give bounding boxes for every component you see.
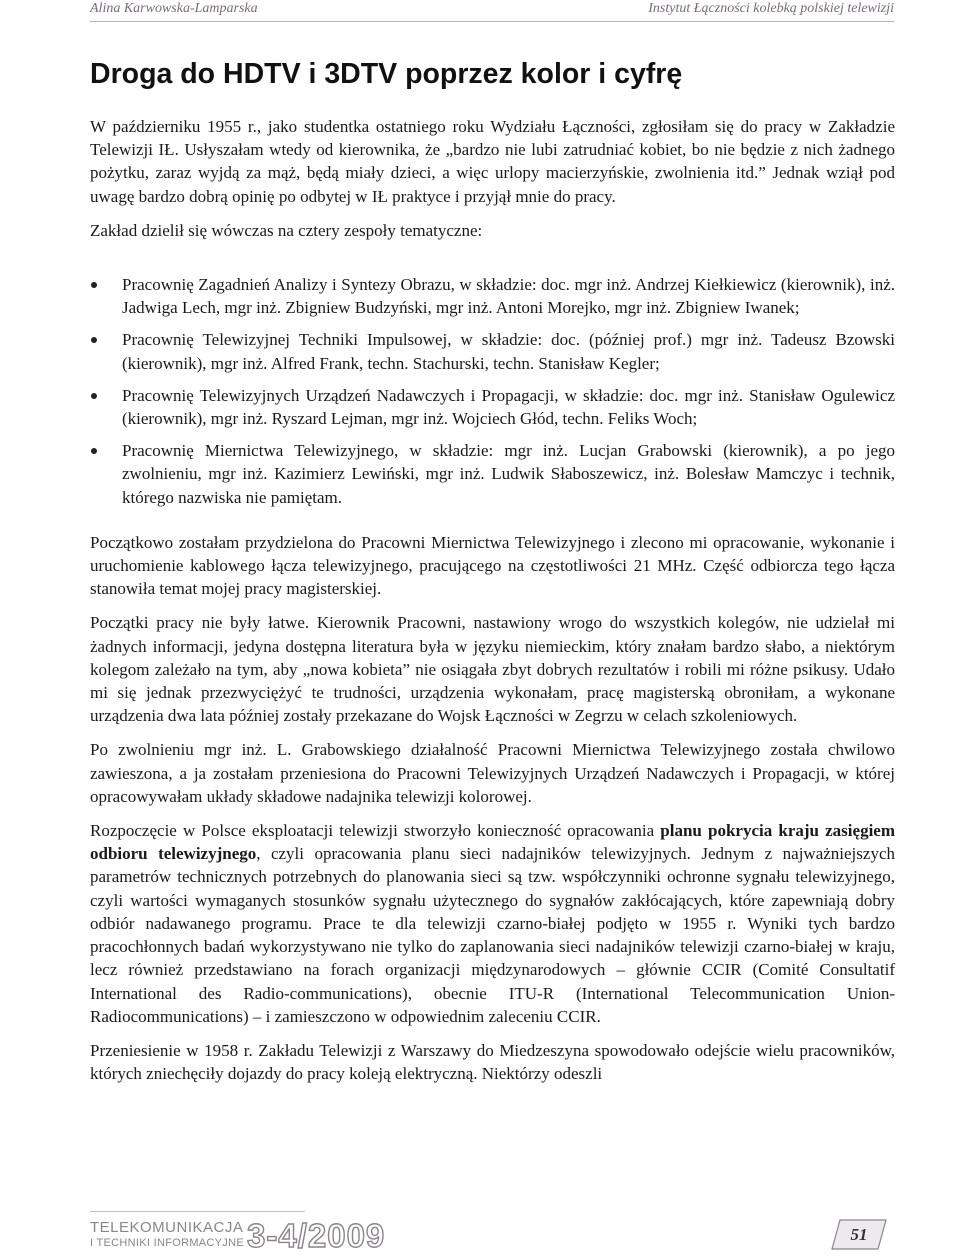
page-number-badge bbox=[830, 1218, 888, 1251]
paragraph-6-end: , czyli opracowania planu sieci nadajników telewizyjnych. Jednym z najważniejszych parametrów technicznych potrzebnych do planowania sieci są tzw. współczynniki ochronne sygnału telewizyjnego, czyli wartości wymaganych stosunków sygnału użytecznego do sygnałów zakłócających, które zapewniają dobry odbiór nadawanego programu. Prace te dla telewizji czarno-białej podjęto w 1955 r. Wyniki tych bardzo pracochłonnych badań wykorzystywano nie tylko do zaplanowania sieci nadajników telewizji czarno-białej w kraju, lecz również przedstawiano na forach organizacji międzynarodowych – głównie CCIR (Comité Consultatif International des Radio-communications), obecnie ITU-R (International Telecommunication Union-Radiocommunications) – i zamieszczono w odpowiednim zaleceniu CCIR. bbox=[90, 844, 895, 1026]
list-item-text: Pracownię Miernictwa Telewizyjnego, w składzie: mgr inż. Lucjan Grabowski (kierownik), a po jego zwolnieniu, mgr inż. Kazimierz Lewiński, mgr inż. Ludwik Słaboszewicz, inż. Bolesław Mamczyc i technik, którego nazwiska nie pamiętam. bbox=[122, 441, 895, 507]
paragraph-4: Początki pracy nie były łatwe. Kierownik Pracowni, nastawiony wrogo do wszystkich kolegów, nie udzielał mi żadnych informacji, jedyna dostępna literatura była w języku niemieckim, który znałam bardzo słabo, a niektórym kolegom zależało na tym, aby „nowa kobieta” nie osiągała zbyt dobrych rezultatów i robili mi różne psikusy. Udało mi się jednak przezwyciężyć te trudności, urządzenia wykonałam, pracę magisterską obroniłam, a wykonane urządzenia dwa lata później zostały przekazane do Wojsk Łączności w Zegrzu w celach szkoleniowych. bbox=[90, 613, 895, 726]
paragraph-5: Po zwolnieniu mgr inż. L. Grabowskiego działalność Pracowni Miernictwa Telewizyjnego została chwilowo zawieszona, a ja zostałam przeniesiona do Pracowni Telewizyjnych Urządzeń Nadawczych i Propagacji, w której opracowywałam układy składowe nadajnika telewizji kolorowej. bbox=[90, 740, 895, 806]
list-item-text: Pracownię Telewizyjnej Techniki Impulsowej, w składzie: doc. (później prof.) mgr inż. Tadeusz Bzowski (kierownik), mgr inż. Alfred Frank, techn. Stachurski, techn. Stanisław Kegler; bbox=[122, 330, 895, 373]
journal-name-line1: TELEKOMUNIKACJA bbox=[90, 1219, 244, 1236]
journal-name-line2: I TECHNIKI INFORMACYJNE bbox=[90, 1237, 244, 1249]
list-item bbox=[90, 273, 895, 319]
article-body bbox=[90, 115, 895, 1096]
paragraph-1: W październiku 1955 r., jako studentka ostatniego roku Wydziału Łączności, zgłosiłam się do pracy w Zakładzie Telewizji IŁ. Usłyszałam wtedy od kierownika, że „bardzo nie lubi zatrudniać kobiet, bo nie będzie z nich żadnego pożytku, zaraz wyjdą za mąż, będą miały dzieci, a więc urlopy macierzyńskie, zwolnienia itd.” Jednak wziął pod uwagę bardzo dobrą opinię po odbytej w IŁ praktyce i przyjął mnie do pracy. bbox=[90, 117, 895, 206]
team-list bbox=[90, 273, 895, 509]
bullet-icon bbox=[91, 393, 97, 399]
list-item-text: Pracownię Telewizyjnych Urządzeń Nadawczych i Propagacji, w składzie: doc. mgr inż. Stanisław Ogulewicz (kierownik), mgr inż. Ryszard Lejman, mgr inż. Wojciech Głód, techn. Feliks Woch; bbox=[122, 385, 895, 429]
page-number: 51 bbox=[850, 1225, 868, 1244]
paragraph-6-bold-phrase: planu pokrycia kraju zasięgiem odbioru telewizyjnego bbox=[90, 821, 895, 864]
list-item bbox=[90, 384, 895, 430]
header-divider bbox=[90, 21, 894, 22]
paragraph-3: Początkowo zostałam przydzielona do Pracowni Miernictwa Telewizyjnego i zlecono mi opracowanie, wykonanie i uruchomienie kablowego łącza telewizyjnego, pracującego na częstotliwości 21 MHz. Część odbiorcza tego łącza stanowiła temat mojej pracy magisterskiej. bbox=[90, 532, 895, 599]
bullet-icon bbox=[91, 448, 97, 454]
list-item bbox=[90, 439, 895, 509]
issue-number: 3-4/2009 bbox=[247, 1217, 386, 1254]
header-running-title: Instytut Łączności kolebką polskiej telewizji bbox=[648, 1, 894, 16]
list-item bbox=[90, 328, 895, 374]
journal-logo bbox=[90, 1219, 430, 1253]
running-header bbox=[90, 0, 894, 21]
footer-divider bbox=[90, 1211, 305, 1212]
bullet-icon bbox=[91, 282, 97, 288]
paragraph-6-start: Rozpoczęcie w Polsce eksploatacji telewizji stworzyło konieczność opracowania bbox=[90, 821, 661, 841]
spacer bbox=[90, 253, 895, 273]
article-title: Droga do HDTV i 3DTV poprzez kolor i cyfrę bbox=[90, 58, 683, 90]
bullet-icon bbox=[91, 337, 97, 343]
list-item-text: Pracownię Zagadnień Analizy i Syntezy Obrazu, w składzie: doc. mgr inż. Andrzej Kiełkiewicz (kierownik), inż. Jadwiga Lech, mgr inż. Zbigniew Budzyński, mgr inż. Antoni Morejko, mgr inż. Zbigniew Iwanek; bbox=[122, 275, 895, 318]
header-author: Alina Karwowska-Lamparska bbox=[90, 1, 258, 16]
paragraph-6 bbox=[90, 819, 895, 1028]
paragraph-2: Zakład dzielił się wówczas na cztery zespoły tematyczne: bbox=[90, 220, 483, 240]
paragraph-7: Przeniesienie w 1958 r. Zakładu Telewizji z Warszawy do Miedzeszyna spowodowało odejście wielu pracowników, których zniechęciły dojazdy do pracy koleją elektryczną. Niektórzy odeszli bbox=[90, 1040, 895, 1084]
